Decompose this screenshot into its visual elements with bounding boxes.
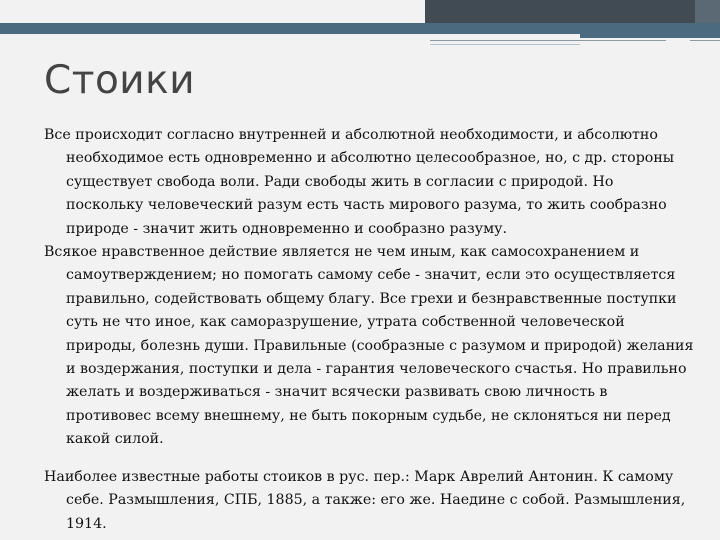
slide-title: Стоики	[44, 58, 196, 103]
header-decor-thin-line-right	[690, 40, 720, 41]
paragraph-stoic-necessity: Все происходит согласно внутренней и абсолютной необходимости, и абсолютно необходимое есть одновременно и абсолютно целесообразное, но, с др. стороны существует свобода воли. Ради свободы жить в согласии с природой. Но поскольку человеческий разум есть часть мирового разума, то жить сообразно природе - значит жить одновременно и сообразно разуму.	[44, 127, 675, 237]
header-decor-thin-line	[430, 40, 666, 41]
paragraph-moral-action: Всякое нравственное действие является не чем иным, как самосохранением и самоутверждением; но помогать самому себе - значит, если это осуществляется правильно, содействовать общему благу. Все грехи и безнравственные поступки суть не что иное, как саморазрушение, утрата собственной человеческой природы, болезнь души. Правильные (сообразные с разумом и природой) желания и воздержания, поступки и дела - гарантия человеческого счастья. Но правильно желать и воздерживаться - значит всячески развивать свою личность в противовес всему внешнему, не быть покорным судьбе, не склоняться ни перед какой силой.	[44, 244, 694, 448]
slide-body	[44, 124, 694, 536]
header-decor-teal-band	[0, 23, 720, 34]
header-decor-teal-strip	[580, 34, 720, 38]
header-decor-thin-line-lower	[430, 44, 580, 45]
paragraph-known-works: Наиболее известные работы стоиков в рус. пер.: Марк Аврелий Антонин. К самому себе. Размышления, СПБ, 1885, а также: его же. Наедине с собой. Размышления, 1914.	[44, 468, 686, 532]
header-decor-accent-block	[695, 0, 720, 23]
header-decor-dark-bar	[425, 0, 720, 23]
